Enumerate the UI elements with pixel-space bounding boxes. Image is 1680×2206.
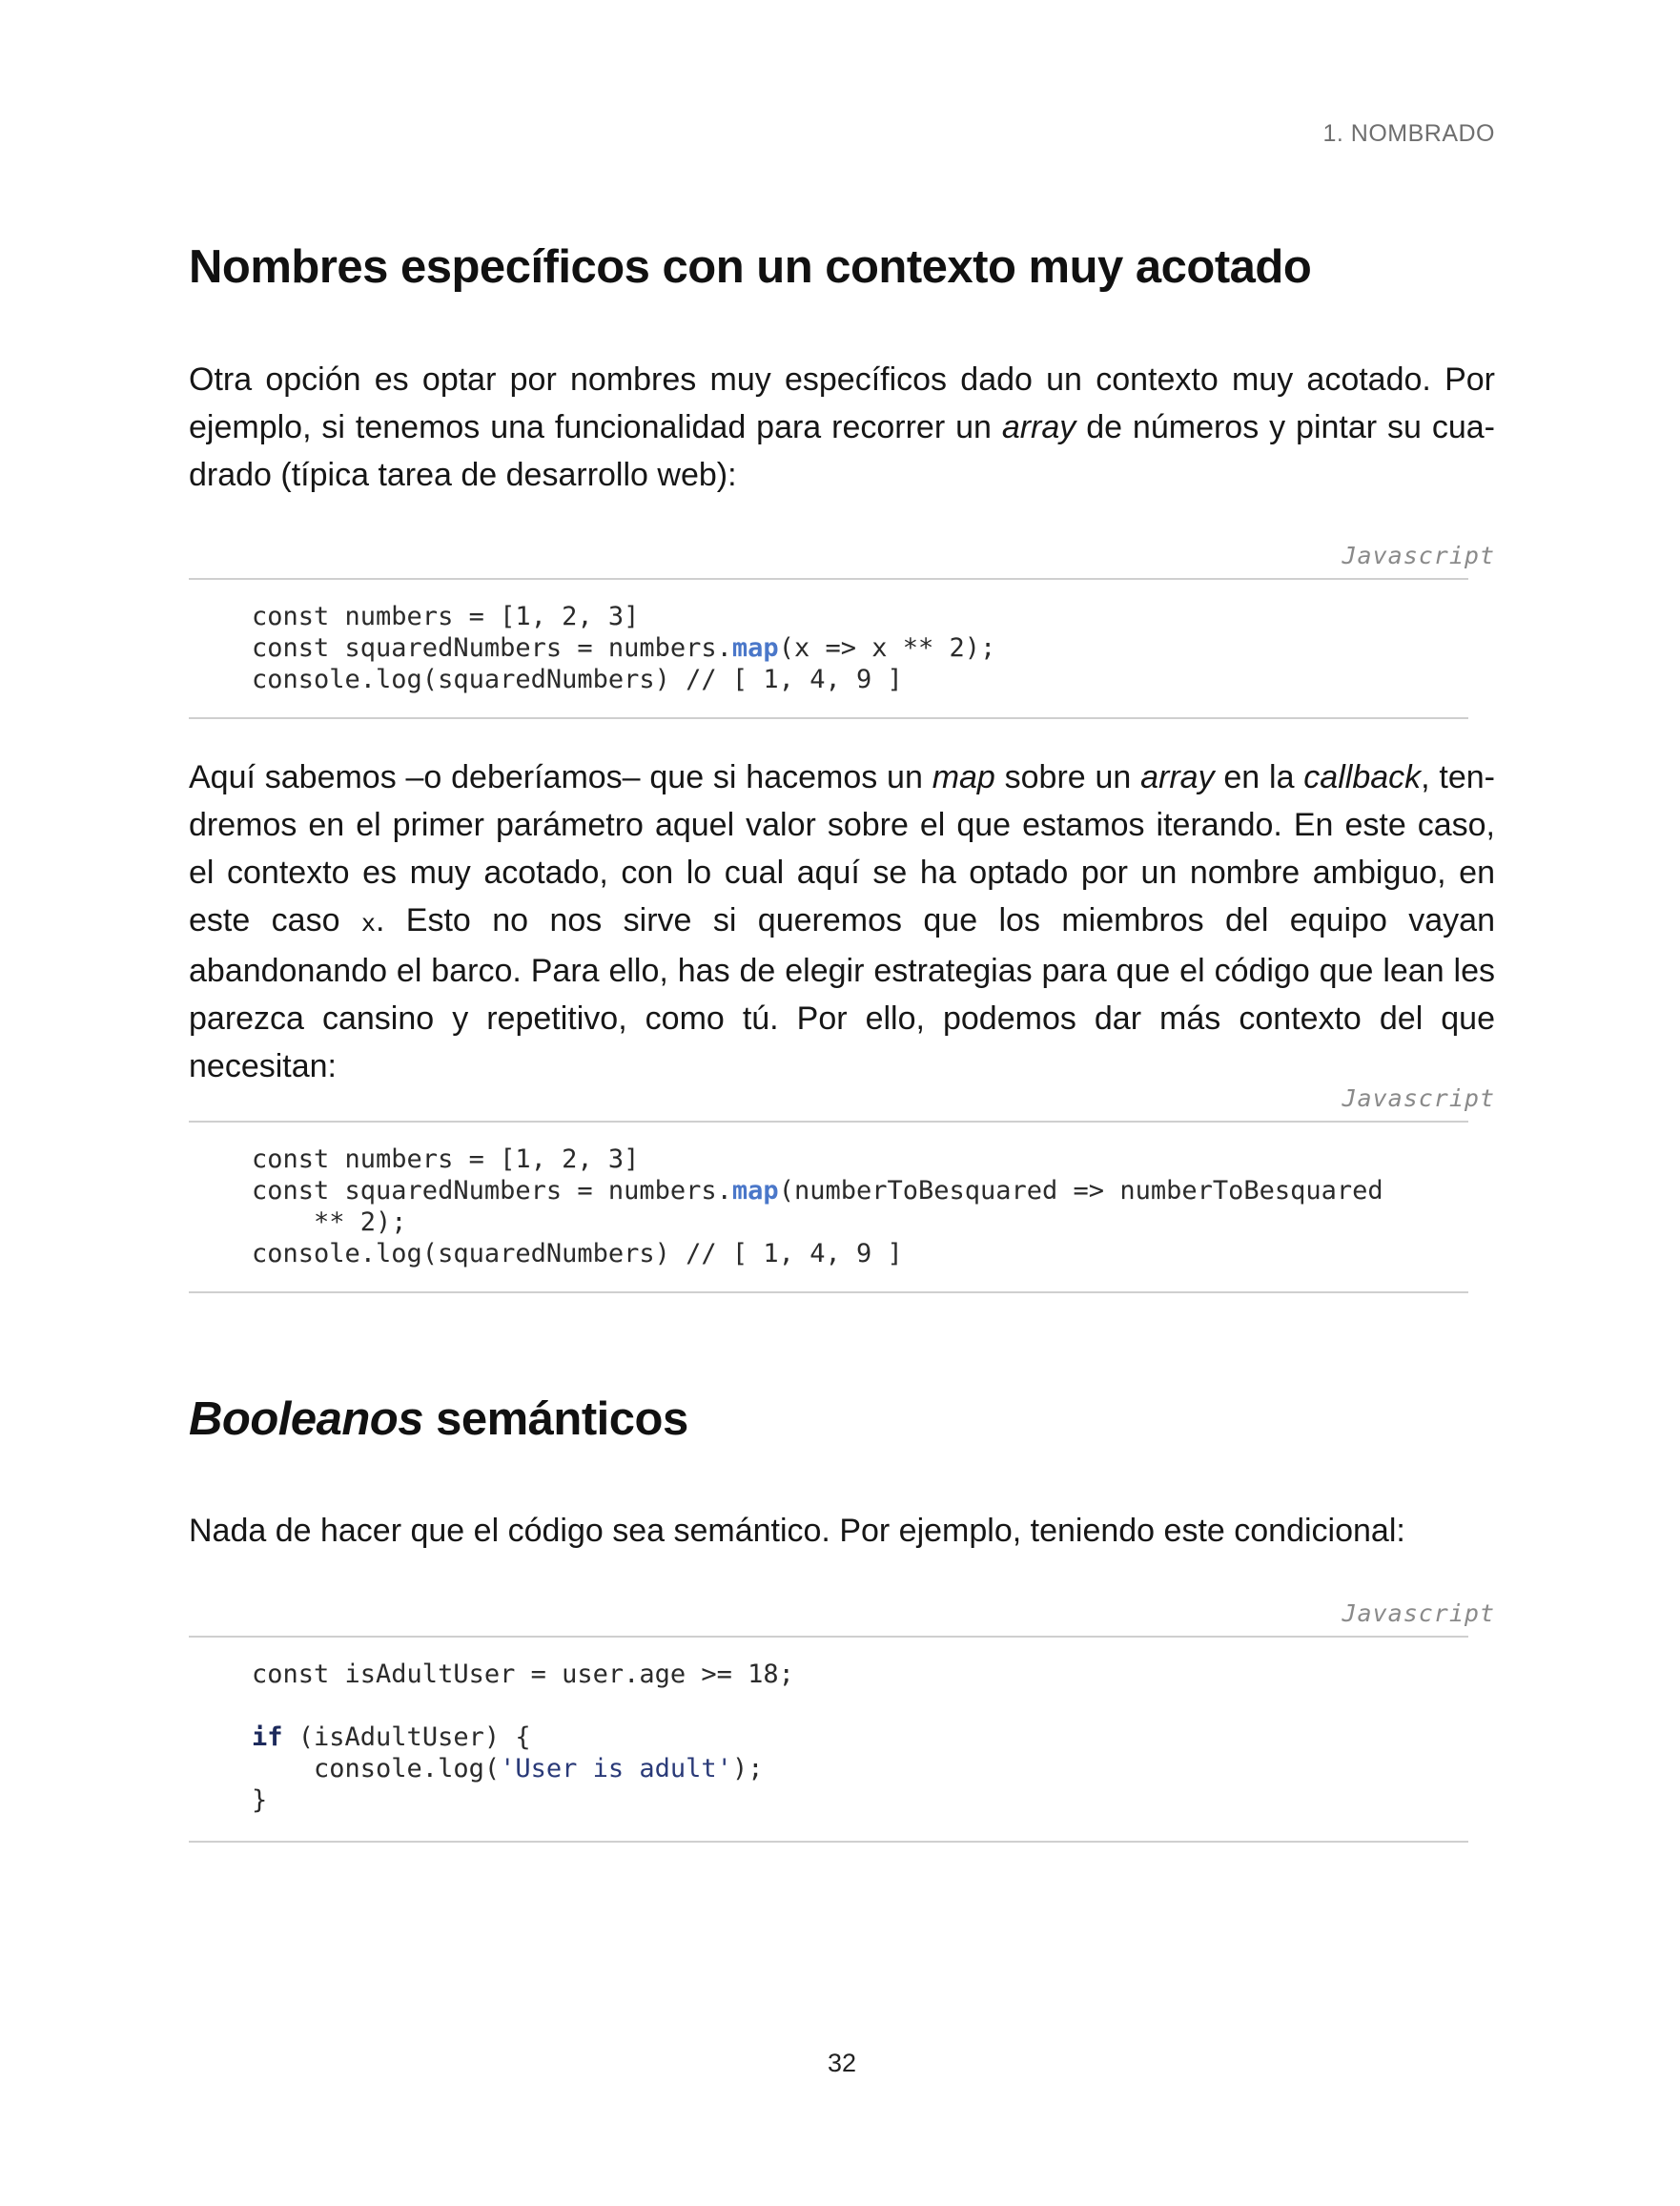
paragraph-text: Aquí sabemos –o deberíamos– que si hacemos un bbox=[189, 759, 932, 795]
paragraph-conditional: Nada de hacer que el código sea semántico. Por ejemplo, teniendo este condicional: bbox=[189, 1513, 1405, 1549]
paragraph-text: . Esto no nos sirve si queremos que los miembros del equipo vayan abandonando el barco. Para ello, has de elegir estrategias para que el código que lean les parezca cansino y repetitivo, como tú. Por ello, podemos dar más contexto del que necesitan: bbox=[189, 902, 1496, 1084]
paragraph-text: de números y pintar su cua-drado (típica tarea de desarrollo web): bbox=[189, 409, 1495, 493]
code-token-map: map bbox=[731, 1176, 779, 1206]
section-heading-booleanos-semanticos bbox=[189, 1392, 688, 1446]
paragraph-text: sobre un bbox=[994, 759, 1141, 795]
emphasis-text: array bbox=[1001, 409, 1076, 445]
code-token: console.log( bbox=[252, 1754, 501, 1783]
code-language-label: Javascript bbox=[1342, 1084, 1495, 1112]
code-line bbox=[189, 632, 1468, 664]
code-language-label: Javascript bbox=[1342, 542, 1495, 569]
heading-text: semánticos bbox=[422, 1393, 688, 1445]
code-line bbox=[189, 1722, 1468, 1753]
code-token: (x => x ** 2); bbox=[778, 633, 996, 663]
code-token: const squaredNumbers = numbers. bbox=[252, 1176, 732, 1206]
code-line bbox=[189, 1753, 1468, 1784]
running-header: 1. NOMBRADO bbox=[1322, 120, 1495, 147]
code-line bbox=[189, 1175, 1468, 1206]
code-line: console.log(squaredNumbers) // [ 1, 4, 9 ] bbox=[252, 1239, 903, 1268]
code-line-blank bbox=[189, 1690, 1468, 1722]
section-heading-nombres-especificos: Nombres específicos con un contexto muy acotado bbox=[189, 241, 1312, 293]
emphasis-text: array bbox=[1140, 759, 1215, 795]
code-token: (isAdultUser) { bbox=[282, 1722, 531, 1752]
code-line: console.log(squaredNumbers) // [ 1, 4, 9 ] bbox=[252, 665, 903, 694]
code-language-label: Javascript bbox=[1342, 1599, 1495, 1627]
paragraph-text: en la bbox=[1214, 759, 1304, 795]
code-line: const isAdultUser = user.age >= 18; bbox=[252, 1660, 794, 1689]
code-token: ); bbox=[731, 1754, 764, 1783]
code-token-map: map bbox=[731, 633, 779, 663]
code-line: } bbox=[252, 1785, 268, 1815]
paragraph-intro bbox=[189, 356, 1495, 499]
page-number: 32 bbox=[827, 2049, 857, 2077]
document-page bbox=[189, 0, 1495, 2206]
paragraph-map-context bbox=[189, 753, 1495, 1090]
code-block-besquared bbox=[189, 1121, 1468, 1293]
heading-emphasis: Booleanos bbox=[189, 1393, 423, 1445]
code-block-squared-numbers bbox=[189, 578, 1468, 719]
emphasis-text: map bbox=[932, 759, 995, 795]
paragraph-text: Otra opción es optar por nombres muy específicos dado un contexto muy acotado. Por ejemplo, si tenemos una funcionalidad para recorrer un bbox=[189, 361, 1495, 445]
code-token-if: if bbox=[252, 1722, 283, 1752]
code-line: const numbers = [1, 2, 3] bbox=[252, 602, 640, 631]
code-token: const squaredNumbers = numbers. bbox=[252, 633, 732, 663]
code-line: const numbers = [1, 2, 3] bbox=[252, 1144, 640, 1174]
code-token-string: 'User is adult' bbox=[500, 1754, 732, 1783]
code-line: ** 2); bbox=[252, 1207, 407, 1237]
emphasis-text: callback bbox=[1303, 759, 1422, 795]
code-token: (numberToBesquared => numberToBesquared bbox=[778, 1176, 1383, 1206]
paragraph-text: , ten-dremos en el primer parámetro aquel valor sobre el que estamos iterando. En este caso, el contexto es muy acotado, con lo cual aquí se ha optado por un nombre ambiguo, en este caso bbox=[189, 759, 1495, 938]
inline-code: x bbox=[360, 909, 376, 937]
code-block-is-adult-user bbox=[189, 1636, 1468, 1843]
